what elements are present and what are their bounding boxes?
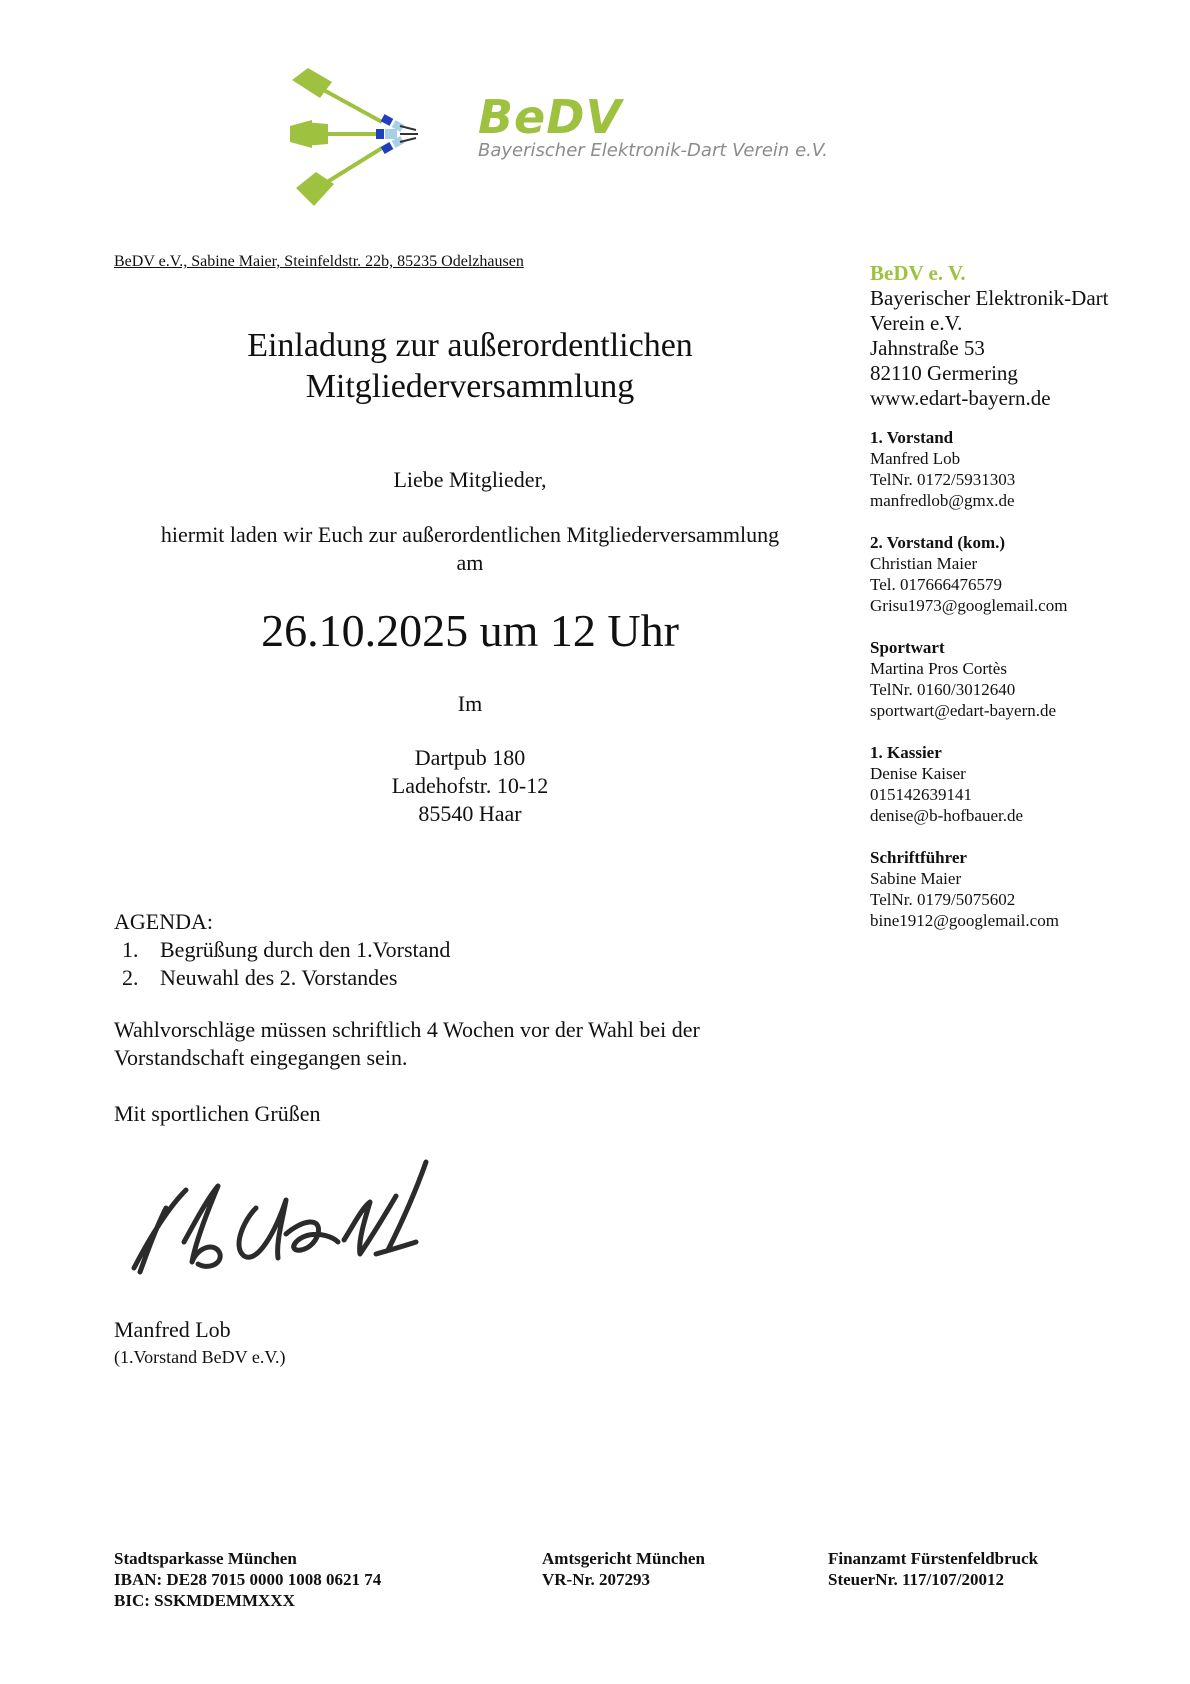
closing-greeting: Mit sportlichen Grüßen bbox=[114, 1101, 321, 1126]
address-line: Bayerischer Elektronik-Dart bbox=[870, 286, 1109, 310]
title-line: Mitgliederversammlung bbox=[305, 368, 635, 405]
contact-role: 1. Vorstand bbox=[870, 428, 954, 447]
footer-line: SteuerNr. 117/107/20012 bbox=[828, 1570, 1004, 1589]
nomination-line: Vorstandschaft eingegangen sein. bbox=[114, 1045, 408, 1070]
website: www.edart-bayern.de bbox=[870, 386, 1051, 410]
agenda-item bbox=[122, 964, 450, 992]
agenda-list bbox=[122, 936, 450, 992]
contact-role: Schriftführer bbox=[870, 848, 967, 867]
address-line: Verein e.V. bbox=[870, 311, 963, 335]
agenda-item-text: Neuwahl des 2. Vorstandes bbox=[160, 965, 398, 990]
page-title bbox=[110, 325, 830, 407]
venue-line: Ladehofstr. 10-12 bbox=[391, 773, 549, 798]
footer-line: BIC: SSKMDEMMXXX bbox=[114, 1591, 295, 1610]
venue-address bbox=[110, 744, 830, 828]
agenda-item-text: Begrüßung durch den 1.Vorstand bbox=[160, 937, 451, 962]
contact-email: sportwart@edart-bayern.de bbox=[870, 701, 1057, 720]
contact-block bbox=[870, 637, 1170, 721]
contact-role: Sportwart bbox=[870, 638, 945, 657]
sidebar-contact-info bbox=[870, 260, 1170, 952]
footer-line: VR-Nr. 207293 bbox=[542, 1570, 650, 1589]
footer-line: IBAN: DE28 7015 0000 1008 0621 74 bbox=[114, 1570, 382, 1589]
intro-text bbox=[110, 521, 830, 577]
logo-subtitle: Bayerischer Elektronik-Dart Verein e.V. bbox=[478, 140, 828, 161]
contact-phone: TelNr. 0160/3012640 bbox=[870, 680, 1016, 699]
venue-line: Dartpub 180 bbox=[414, 745, 526, 770]
sidebar-address bbox=[870, 286, 1170, 411]
contact-name: Christian Maier bbox=[870, 554, 978, 573]
signer-role: (1.Vorstand BeDV e.V.) bbox=[114, 1347, 286, 1367]
contact-email: bine1912@googlemail.com bbox=[870, 911, 1059, 930]
venue-line: 85540 Haar bbox=[418, 801, 522, 826]
contact-name: Martina Pros Cortès bbox=[870, 659, 1007, 678]
sender-address-line: BeDV e.V., Sabine Maier, Steinfeldstr. 22b, 85235 Odelzhausen bbox=[114, 253, 524, 270]
contact-phone: TelNr. 0172/5931303 bbox=[870, 470, 1016, 489]
location-label: Im bbox=[457, 691, 483, 716]
agenda-item-number: 2. bbox=[122, 965, 139, 990]
contact-role: 1. Kassier bbox=[870, 743, 942, 762]
signer-name: Manfred Lob bbox=[114, 1317, 231, 1342]
footer-court-info bbox=[542, 1548, 705, 1590]
agenda-item bbox=[122, 936, 450, 964]
greeting: Liebe Mitglieder, bbox=[393, 467, 547, 492]
address-line: 82110 Germering bbox=[870, 361, 1018, 385]
agenda-item-number: 1. bbox=[122, 937, 139, 962]
contact-name: Denise Kaiser bbox=[870, 764, 966, 783]
contact-block bbox=[870, 847, 1170, 931]
contact-phone: Tel. 017666476579 bbox=[870, 575, 1002, 594]
contact-block bbox=[870, 742, 1170, 826]
signature-image bbox=[126, 1150, 456, 1280]
intro-line: am bbox=[456, 550, 484, 575]
event-datetime: 26.10.2025 um 12 Uhr bbox=[261, 605, 679, 656]
footer-tax-info bbox=[828, 1548, 1038, 1590]
footer-line: Stadtsparkasse München bbox=[114, 1549, 297, 1568]
footer-line: Finanzamt Fürstenfeldbruck bbox=[828, 1549, 1039, 1568]
title-line: Einladung zur außerordentlichen bbox=[247, 327, 693, 364]
footer-line: Amtsgericht München bbox=[542, 1549, 705, 1568]
intro-line: hiermit laden wir Euch zur außerordentlichen Mitgliederversammlung bbox=[160, 522, 780, 547]
agenda-heading: AGENDA: bbox=[114, 909, 213, 934]
contact-role: 2. Vorstand (kom.) bbox=[870, 533, 1006, 552]
contact-email: Grisu1973@googlemail.com bbox=[870, 596, 1068, 615]
contact-name: Sabine Maier bbox=[870, 869, 962, 888]
logo-title: BeDV bbox=[478, 90, 623, 144]
contact-block bbox=[870, 532, 1170, 616]
footer-bank-info bbox=[114, 1548, 381, 1611]
contact-block bbox=[870, 427, 1170, 511]
contact-email: manfredlob@gmx.de bbox=[870, 491, 1015, 510]
nomination-note bbox=[114, 1016, 814, 1072]
contact-email: denise@b-hofbauer.de bbox=[870, 806, 1024, 825]
three-darts-icon bbox=[290, 60, 450, 230]
nomination-line: Wahlvorschläge müssen schriftlich 4 Wochen vor der Wahl bei der bbox=[114, 1017, 700, 1042]
contact-phone: 015142639141 bbox=[870, 785, 972, 804]
address-line: Jahnstraße 53 bbox=[870, 336, 985, 360]
sidebar-org-short: BeDV e. V. bbox=[870, 261, 966, 285]
contact-phone: TelNr. 0179/5075602 bbox=[870, 890, 1016, 909]
contact-name: Manfred Lob bbox=[870, 449, 961, 468]
